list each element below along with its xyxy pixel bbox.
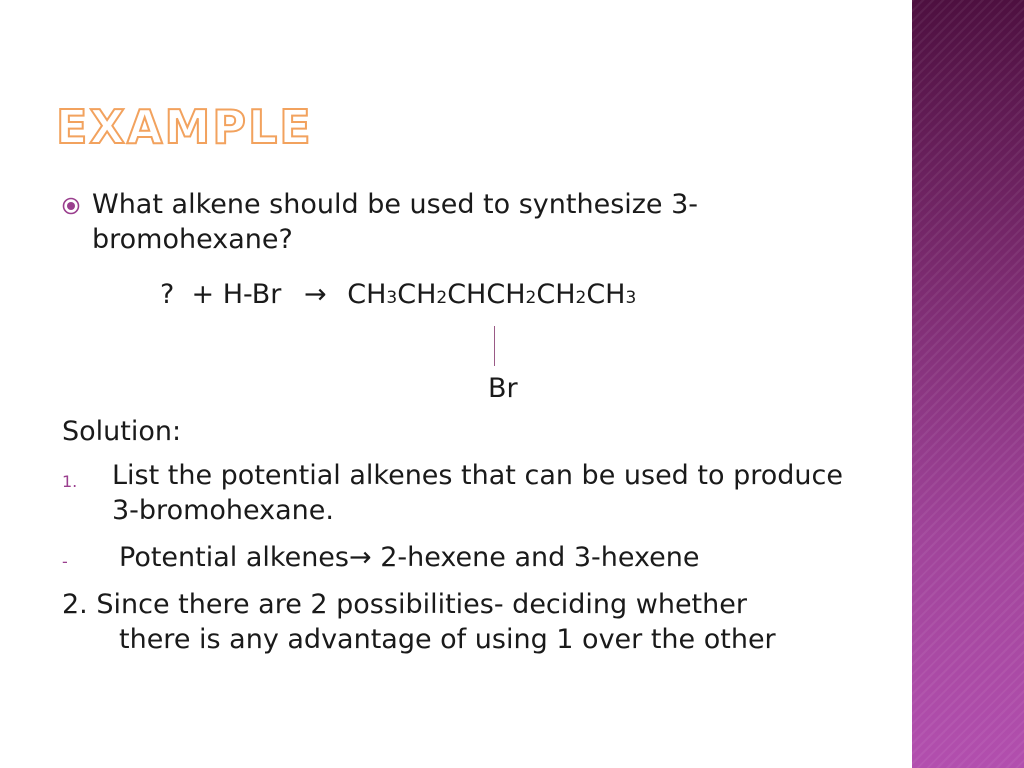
step-two-continuation: there is any advantage of using 1 over the other bbox=[119, 624, 776, 655]
formula-group: CH bbox=[347, 279, 387, 310]
formula-subscript: 3 bbox=[386, 288, 398, 308]
subpoint-alkenes: 2-hexene and 3-hexene bbox=[371, 542, 700, 573]
solution-label: Solution: bbox=[62, 416, 182, 447]
product-formula bbox=[347, 277, 636, 316]
decorative-side-band bbox=[912, 0, 1024, 768]
reaction-arrow-icon: → bbox=[304, 279, 327, 310]
slide-title: EXAMPLE bbox=[56, 100, 313, 154]
formula-subscript: 3 bbox=[625, 288, 637, 308]
dash-bullet: - bbox=[62, 552, 68, 571]
bond-line bbox=[494, 326, 495, 366]
formula-group: CH bbox=[536, 279, 576, 310]
step-one-number: 1. bbox=[62, 472, 78, 491]
step-one-text: List the potential alkenes that can be used to produce 3-bromohexane. bbox=[112, 460, 843, 526]
question-text: What alkene should be used to synthesize 3-bromohexane? bbox=[92, 189, 699, 255]
circle-bullet-icon bbox=[62, 197, 80, 215]
formula-group: CH bbox=[397, 279, 437, 310]
subpoint-label: Potential alkenes bbox=[119, 542, 349, 573]
formula-subscript: 2 bbox=[525, 288, 537, 308]
formula-group: CHCH bbox=[447, 279, 526, 310]
subpoint-text bbox=[119, 540, 699, 575]
formula-subscript: 2 bbox=[575, 288, 587, 308]
step-two bbox=[62, 587, 882, 657]
reactant-text: ? + H-Br bbox=[160, 279, 282, 310]
reaction-equation bbox=[160, 277, 636, 316]
bromine-substituent: Br bbox=[488, 373, 518, 404]
formula-group: CH bbox=[586, 279, 626, 310]
formula-subscript: 2 bbox=[436, 288, 448, 308]
step-two-first-line: 2. Since there are 2 possibilities- deciding whether bbox=[62, 589, 747, 620]
subpoint-arrow-icon: → bbox=[349, 542, 372, 573]
